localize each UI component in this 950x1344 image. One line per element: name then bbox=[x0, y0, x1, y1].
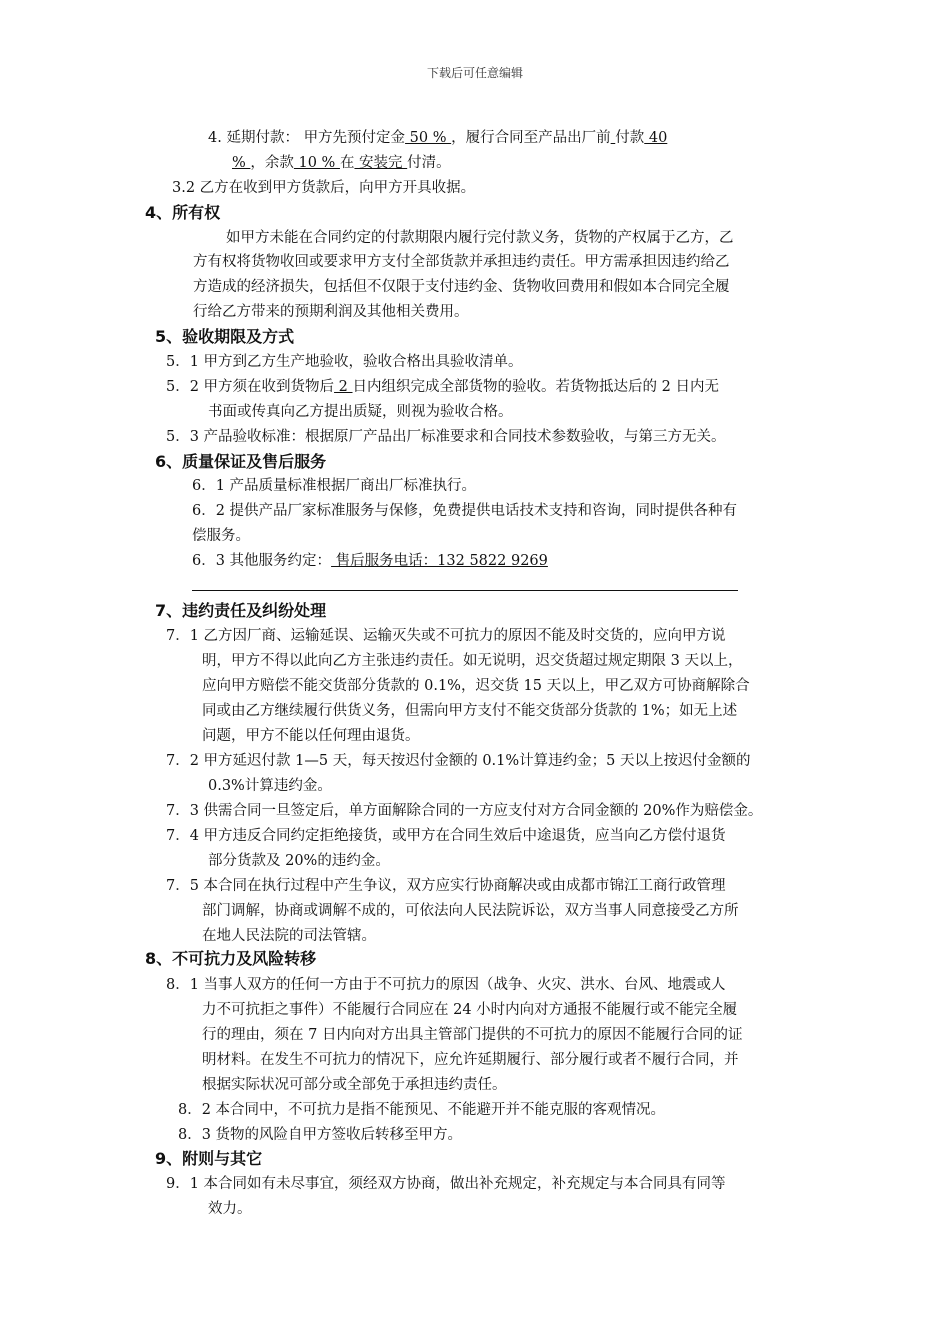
clause-8-1-cont: 行的理由，须在 7 日内向对方出具主管部门提供的不可抗力的原因不能履行合同的证 bbox=[202, 1027, 743, 1043]
clause-7-2-cont: 0.3%计算违约金。 bbox=[208, 778, 332, 794]
clause-7-4: 7．4 甲方违反合同约定拒绝接货，或甲方在合同生效后中途退货，应当向乙方偿付退货 bbox=[166, 828, 726, 844]
clause-9-1: 9．1 本合同如有未尽事宜，须经双方协商，做出补充规定，补充规定与本合同具有同等 bbox=[166, 1176, 726, 1192]
section-4-line: 行给乙方带来的预期利润及其他相关费用。 bbox=[193, 304, 469, 320]
clause-8-1: 8．1 当事人双方的任何一方由于不可抗力的原因（战争、火灾、洪水、台风、地震或人 bbox=[166, 977, 726, 993]
clause-7-1-cont: 应向甲方赔偿不能交货部分货款的 0.1%，迟交货 15 天以上，甲乙双方可协商解除合 bbox=[202, 678, 750, 694]
payment-term-label: 4. 延期付款： bbox=[208, 130, 299, 146]
service-phone: 售后服务电话：132 5822 9269 bbox=[331, 553, 548, 569]
clause-5-2: 5．2 甲方须在收到货物后 2 日内组织完成全部货物的验收。若货物抵达后的 2 日内无 bbox=[166, 379, 719, 395]
section-8-title: 8、不可抗力及风险转移 bbox=[145, 949, 317, 968]
clause-3-2: 3.2 乙方在收到甲方货款后，向甲方开具收据。 bbox=[172, 180, 476, 196]
clause-8-1-cont: 根据实际状况可部分或全部免于承担违约责任。 bbox=[202, 1077, 507, 1093]
clause-7-1-cont: 问题，甲方不能以任何理由退货。 bbox=[202, 728, 420, 744]
clause-7-5: 7．5 本合同在执行过程中产生争议，双方应实行协商解决或由成都市锦江工商行政管理 bbox=[166, 878, 726, 894]
clause-7-5-cont: 部门调解，协商或调解不成的，可依法向人民法院诉讼，双方当事人同意接受乙方所 bbox=[202, 903, 739, 919]
section-4-line: 如甲方未能在合同约定的付款期限内履行完付款义务，货物的产权属于乙方，乙 bbox=[226, 230, 734, 246]
clause-6-3: 6．3 其他服务约定： 售后服务电话：132 5822 9269 bbox=[192, 553, 548, 569]
clause-5-2-cont: 书面或传真向乙方提出质疑，则视为验收合格。 bbox=[208, 404, 513, 420]
blank-line bbox=[192, 590, 738, 591]
inspection-days: 2 bbox=[334, 379, 353, 395]
clause-6-2: 6．2 提供产品厂家标准服务与保修，免费提供电话技术支持和咨询，同时提供各种有 bbox=[192, 503, 738, 519]
section-7-title: 7、违约责任及纠纷处理 bbox=[155, 601, 327, 620]
payment-term-line-2: % ，余款 10 % 在 安装完 付清。 bbox=[232, 155, 451, 171]
clause-8-1-cont: 明材料。在发生不可抗力的情况下，应允许延期履行、部分履行或者不履行合同，并 bbox=[202, 1052, 739, 1068]
clause-7-4-cont: 部分货款及 20%的违约金。 bbox=[208, 853, 390, 869]
clause-8-2: 8．2 本合同中，不可抗力是指不能预见、不能避开并不能克服的客观情况。 bbox=[178, 1102, 666, 1118]
pre-delivery-percent: 40 bbox=[644, 130, 668, 146]
clause-7-3: 7．3 供需合同一旦签定后，单方面解除合同的一方应支付对方合同金额的 20%作为赔偿金。 bbox=[166, 803, 763, 819]
balance-condition: 安装完 bbox=[354, 155, 408, 171]
section-9-title: 9、附则与其它 bbox=[155, 1149, 263, 1168]
clause-7-5-cont: 在地人民法院的司法管辖。 bbox=[202, 928, 376, 944]
clause-5-1: 5．1 甲方到乙方生产地验收，验收合格出具验收清单。 bbox=[166, 354, 523, 370]
section-4-title: 4、所有权 bbox=[145, 203, 221, 222]
section-6-title: 6、质量保证及售后服务 bbox=[155, 452, 327, 471]
payment-term-line-1: 4. 延期付款： 甲方先预付定金 50 % ，履行合同至产品出厂前 付款 40 bbox=[208, 130, 668, 146]
deposit-percent: 50 % bbox=[405, 130, 452, 146]
balance-percent: 10 % bbox=[293, 155, 340, 171]
clause-8-1-cont: 力不可抗拒之事件）不能履行合同应在 24 小时内向对方通报不能履行或不能完全履 bbox=[202, 1002, 738, 1018]
clause-9-1-cont: 效力。 bbox=[208, 1201, 252, 1217]
clause-7-2: 7．2 甲方延迟付款 1—5 天，每天按迟付金额的 0.1%计算违约金；5 天以上按迟付金额的 bbox=[166, 753, 751, 769]
section-4-line: 方有权将货物收回或要求甲方支付全部货款并承担违约责任。甲方需承担因违约给乙 bbox=[193, 254, 730, 270]
page-header: 下载后可任意编辑 bbox=[426, 66, 523, 80]
section-5-title: 5、验收期限及方式 bbox=[155, 327, 295, 346]
clause-7-1-cont: 同或由乙方继续履行供货义务，但需向甲方支付不能交货部分货款的 1%；如无上述 bbox=[202, 703, 738, 719]
clause-7-1: 7．1 乙方因厂商、运输延误、运输灭失或不可抗力的原因不能及时交货的，应向甲方说 bbox=[166, 628, 726, 644]
clause-7-1-cont: 明，甲方不得以此向乙方主张违约责任。如无说明，迟交货超过规定期限 3 天以上， bbox=[202, 653, 743, 669]
section-4-line: 方造成的经济损失，包括但不仅限于支付违约金、货物收回费用和假如本合同完全履 bbox=[193, 279, 730, 295]
clause-8-3: 8．3 货物的风险自甲方签收后转移至甲方。 bbox=[178, 1127, 463, 1143]
clause-6-1: 6．1 产品质量标准根据厂商出厂标准执行。 bbox=[192, 478, 477, 494]
clause-5-3: 5．3 产品验收标准：根据原厂产品出厂标准要求和合同技术参数验收，与第三方无关。 bbox=[166, 429, 726, 445]
clause-6-2-cont: 偿服务。 bbox=[192, 528, 250, 544]
